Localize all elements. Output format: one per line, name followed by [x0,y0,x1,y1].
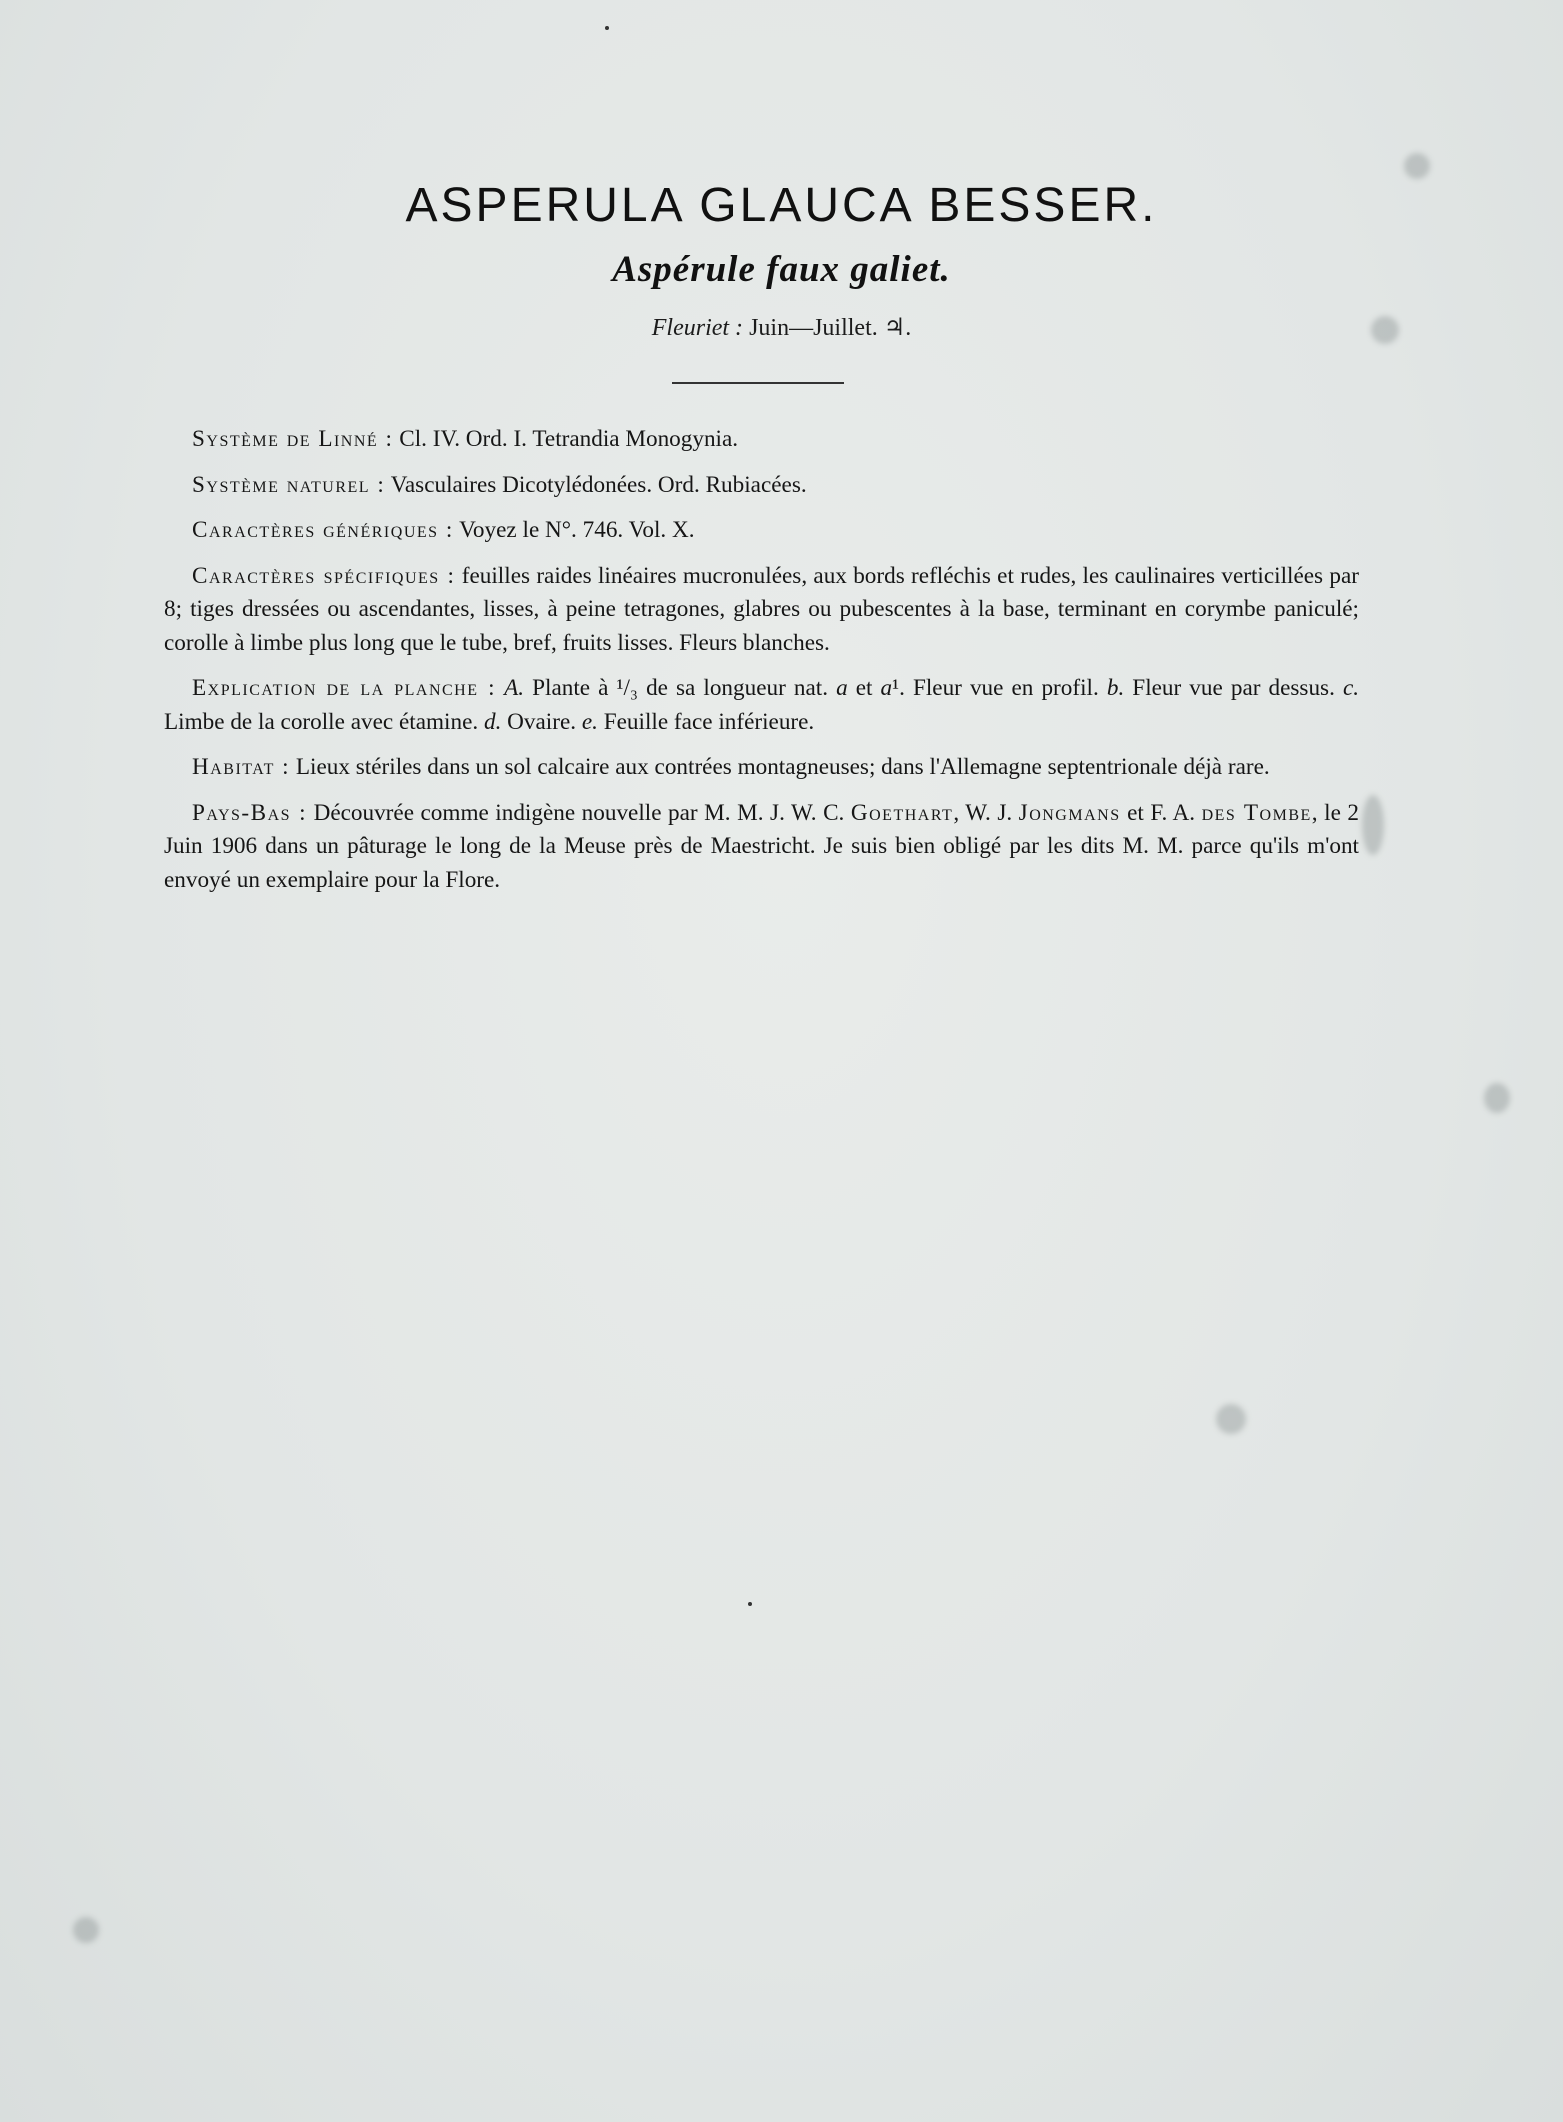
figure-letter: a [880,675,893,701]
ink-dot [748,1602,752,1606]
section-text: Ovaire. [501,708,582,735]
section-label: Pays-Bas : [192,799,308,826]
section-pays-bas [164,797,1359,898]
section-explication [164,672,1359,739]
section-text: Limbe de la corolle avec étamine. [164,708,484,735]
section-label: Habitat : [192,754,291,780]
section-habitat [164,751,1359,785]
section-label: Système naturel : [192,471,386,498]
description-body [164,423,1359,909]
figure-letter: c. [1342,675,1360,701]
section-label: Système de Linné : [192,426,394,452]
stain-mark [1484,1083,1510,1113]
stain-mark [1404,153,1430,179]
section-text: , le 2 Juin 1906 dans un pâturage le long de la Meuse près de Maestricht. Je suis bien obligé par les dits M. M. parce qu'ils m'ont envoyé un exemplaire pour la Flore. [164,799,1359,893]
section-specifiques [164,560,1359,661]
section-text: Cl. IV. Ord. I. Tetrandia Monogynia. [393,426,739,452]
figure-letter: a [836,675,848,701]
section-text [496,675,504,701]
flowering-period [0,313,1563,342]
figure-letter: d. [483,708,502,735]
section-text: et F. A. [1120,799,1202,826]
common-name-subtitle: Aspérule faux galiet. [612,249,951,290]
person-name: des Tombe [1201,799,1312,826]
person-name: Jongmans [1018,799,1121,826]
section-text: Plante à ¹/₃ de sa longueur nat. [524,675,837,701]
section-text: Lieux stériles dans un sol calcaire aux contrées montagneuses; dans l'Allemagne septentrionale déjà rare. [290,754,1270,780]
section-label: Explication de la planche : [192,675,497,701]
person-name: Goethart [850,799,954,826]
section-text: ¹. Fleur vue en profil. [892,675,1107,701]
section-generiques [164,514,1359,548]
title-divider [672,382,844,384]
section-text: Fleur vue par dessus. [1124,675,1343,701]
stain-mark [73,1917,99,1943]
stain-mark [1216,1404,1246,1434]
flowering-label: Fleuriet : [651,315,744,341]
stain-mark [1362,795,1384,855]
section-naturel [164,469,1359,503]
section-label: Caractères génériques : [192,517,454,543]
section-text: , W. J. [953,799,1019,826]
section-text: Feuille face inférieure. [597,708,815,735]
page-title: ASPERULA GLAUCA BESSER. [405,179,1158,232]
figure-letter: e. [581,708,598,735]
section-linne [164,423,1359,457]
flowering-value: Juin—Juillet. ♃. [743,315,912,341]
ink-dot [605,26,609,30]
figure-letter: A. [504,675,525,701]
section-text: Vasculaires Dicotylédonées. Ord. Rubiacées. [385,471,807,498]
section-label: Caractères spécifiques : [192,562,456,589]
section-text: feuilles raides linéaires mucronulées, aux bords refléchis et rudes, les caulinaires verticillées par 8; tiges dressées ou ascendantes, lisses, à peine tetragones, glabres ou pubescentes à la base, terminant en corymbe paniculé; corolle à limbe plus long que le tube, bref, fruits lisses. Fleurs blanches. [164,562,1359,656]
section-text: Découvrée comme indigène nouvelle par M. M. J. W. C. [307,799,851,826]
section-text: Voyez le N°. 746. Vol. X. [453,517,695,543]
figure-letter: b. [1106,675,1125,701]
section-text: et [847,675,881,701]
